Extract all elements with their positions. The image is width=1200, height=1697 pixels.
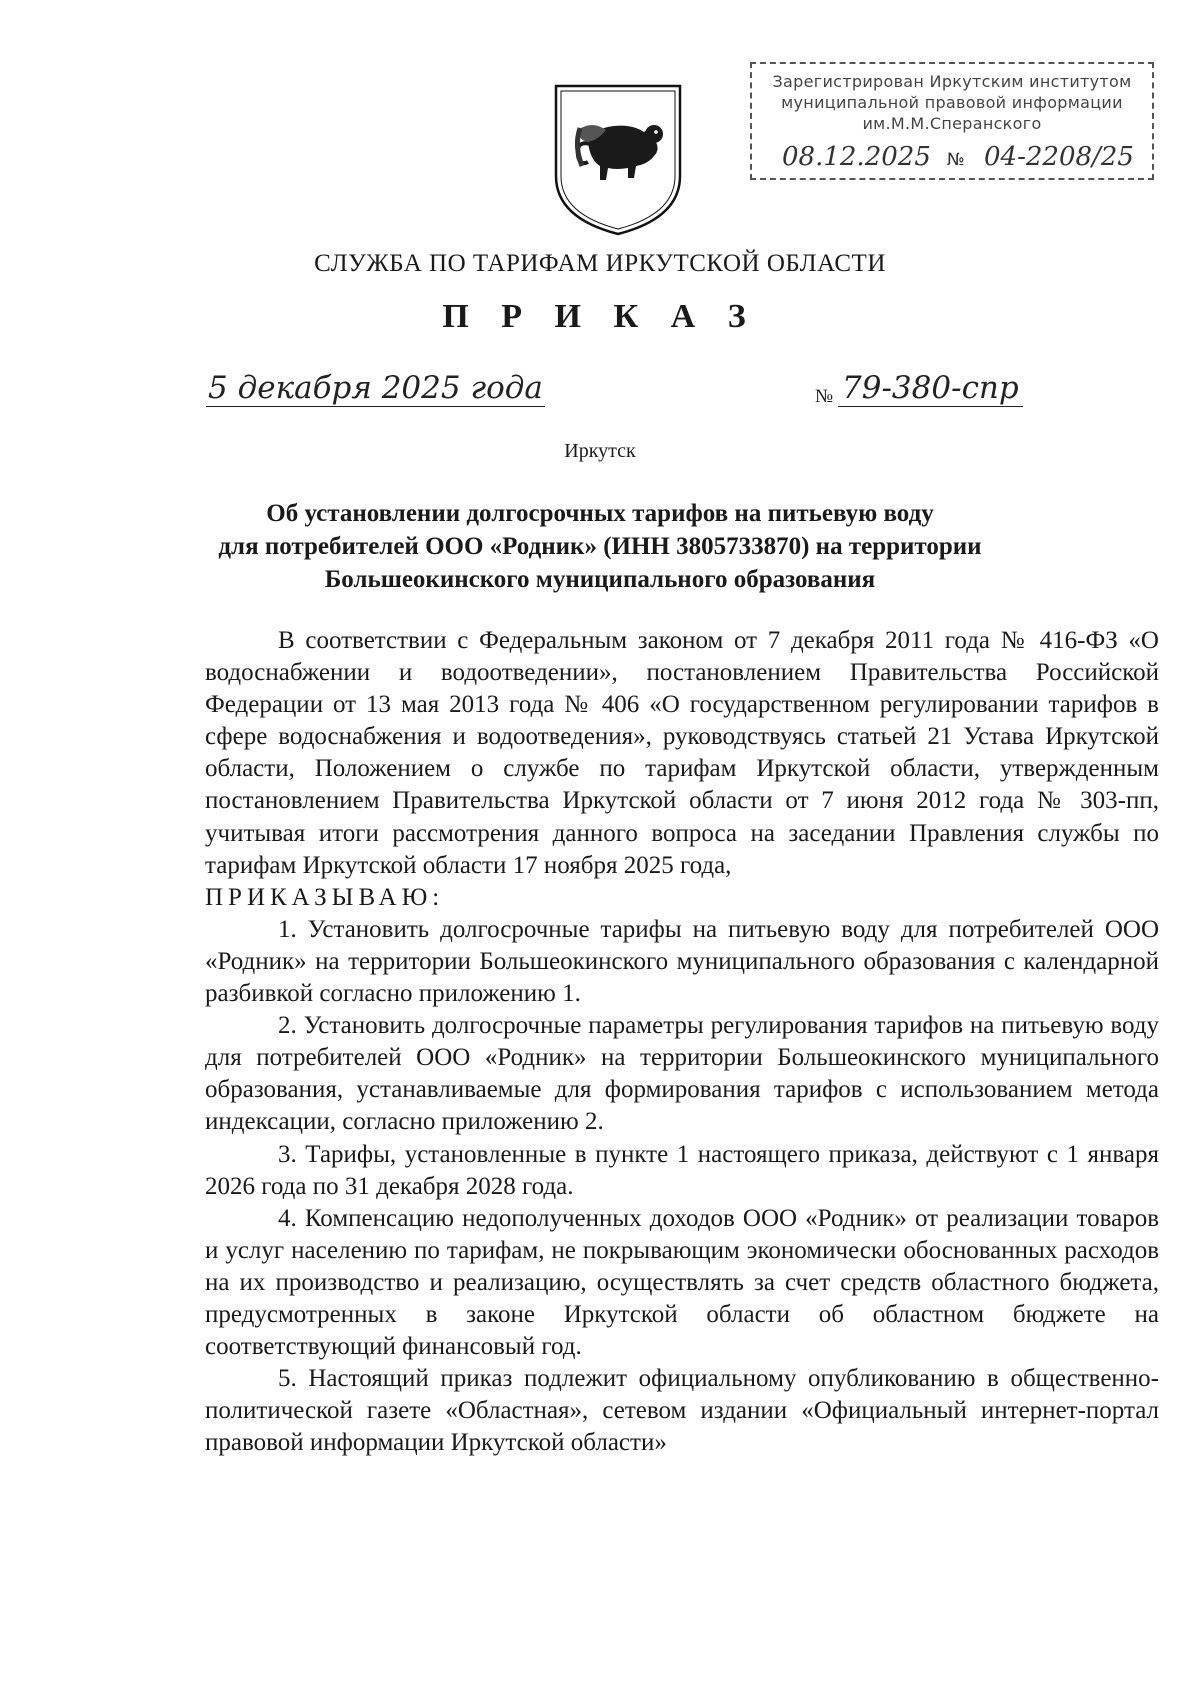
coat-of-arms-icon: [548, 80, 688, 238]
order-item-2: 2. Установить долгосрочные параметры регулирования тарифов на питьевую воду для потребителей ООО «Родник» на территории Большеокинского муниципального образования, устанавливаемые для формирования тарифов с использованием метода индексации, согласно приложению 2.: [205, 1012, 1159, 1136]
registration-stamp: [750, 62, 1154, 180]
document-type-title: П Р И К А З: [442, 298, 758, 335]
order-number: 79-380-спр: [838, 370, 1023, 407]
order-date: 5 декабря 2025 года: [208, 370, 543, 406]
preamble-paragraph: В соответствии с Федеральным законом от 7 декабря 2011 года № 416-ФЗ «О водоснабжении и водоотведении», постановлением Правительства Российской Федерации от 13 мая 2013 года № 406 «О государственном регулировании тарифов в сфере водоснабжения и водоотведения», руководствуясь статьей 21 Устава Иркутской области, Положением о службе по тарифам Иркутской области, утвержденным постановлением Правительства Иркутской области от 7 июня 2012 года № 303-пп, учитывая итоги рассмотрения данного вопроса на заседании Правления службы по тарифам Иркутской области 17 ноября 2025 года,: [205, 627, 1159, 879]
order-item-4: 4. Компенсацию недополученных доходов ООО «Родник» от реализации товаров и услуг населению по тарифам, не покрывающим экономически обоснованных расходов на их производство и реализацию, осуществлять за счет средств областного бюджета, предусмотренных в законе Иркутской области об областном бюджете на соответствующий финансовый год.: [205, 1204, 1159, 1361]
order-item-5: 5. Настоящий приказ подлежит официальному опубликованию в общественно-политической газете «Областная», сетевом издании «Официальный интернет-портал правовой информации Иркутской области»: [205, 1365, 1159, 1457]
order-item-1: 1. Установить долгосрочные тарифы на питьевую воду для потребителей ООО «Родник» на территории Большеокинского муниципального образования с календарной разбивкой согласно приложению 1.: [205, 915, 1159, 1008]
stamp-line-3: им.М.М.Сперанского: [862, 114, 1042, 133]
stamp-number-label: №: [947, 150, 965, 170]
agency-name: СЛУЖБА ПО ТАРИФАМ ИРКУТСКОЙ ОБЛАСТИ: [314, 250, 886, 277]
stamp-registration-date: 08.12.2025: [782, 142, 931, 172]
city-name: Иркутск: [564, 440, 636, 462]
stamp-registration-number: 04-2208/25: [984, 142, 1134, 172]
order-body: [205, 625, 1159, 1459]
order-heading-line-3: Большеокинского муниципального образования: [324, 566, 876, 593]
order-heading-line-1: Об установлении долгосрочных тарифов на питьевую воду: [266, 500, 934, 527]
order-heading-line-2: для потребителей ООО «Родник» (ИНН 3805733870) на территории: [218, 533, 982, 560]
order-directive: ПРИКАЗЫВАЮ:: [205, 883, 445, 911]
order-number-sign: №: [815, 386, 834, 407]
order-item-3: 3. Тарифы, установленные в пункте 1 настоящего приказа, действуют с 1 января 2026 года по 31 декабря 2028 года.: [205, 1140, 1159, 1200]
stamp-line-2: муниципальной правовой информации: [781, 93, 1123, 112]
stamp-line-1: Зарегистрирован Иркутским институтом: [772, 72, 1132, 91]
